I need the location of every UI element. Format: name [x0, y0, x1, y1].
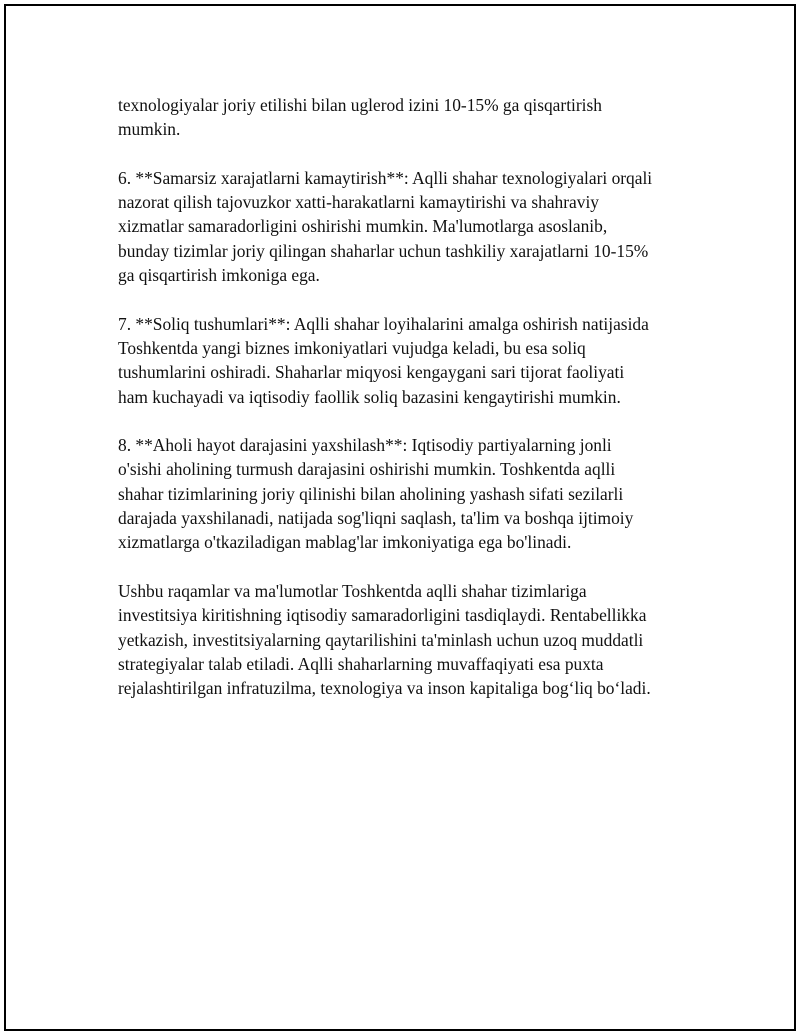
paragraph-item-6: 6. **Samarsiz xarajatlarni kamaytirish**: Aqlli shahar texnologiyalari orqali nazorat qilish tajovuzkor xatti-harakatlarni kamaytirishi va shahraviy xizmatlar samaradorligini oshirishi mumkin. Ma'lumotlarga asoslanib, bunday tizimlar joriy qilingan shaharlar uchun tashkiliy xarajatlarni 10-15% ga qisqartirish imkoniga ega.	[118, 167, 653, 286]
paragraph-continuation: texnologiyalar joriy etilishi bilan uglerod izini 10-15% ga qisqartirish mumkin.	[118, 95, 602, 140]
paragraph-item-7: 7. **Soliq tushumlari**: Aqlli shahar loyihalarini amalga oshirish natijasida Toshkentda yangi biznes imkoniyatlari vujudga keladi, bu esa soliq tushumlarini oshiradi. Shaharlar miqyosi kengaygani sari tijorat faoliyati ham kuchayadi va iqtisodiy faollik soliq bazasini kengaytirishi mumkin.	[118, 313, 649, 407]
paragraph-conclusion: Ushbu raqamlar va ma'lumotlar Toshkentda aqlli shahar tizimlariga investitsiya kiritishning iqtisodiy samaradorligini tasdiqlaydi. Rentabellikka yetkazish, investitsiyalarning qaytarilishini ta'minlash uchun uzoq muddatli strategiyalar talab etiladi. Aqlli shaharlarning muvaffaqiyati esa puxta rejalashtirilgan infratuzilma, texnologiya va inson kapitaliga bog‘liq bo‘ladi.	[118, 580, 651, 699]
document-body	[118, 93, 698, 725]
paragraph-item-8: 8. **Aholi hayot darajasini yaxshilash**: Iqtisodiy partiyalarning jonli o'sishi aholining turmush darajasini oshirishi mumkin. Toshkentda aqlli shahar tizimlarining joriy qilinishi bilan aholining yashash sifati sezilarli darajada yaxshilanadi, natijada sog'liqni saqlash, ta'lim va boshqa ijtimoiy xizmatlarga o'tkaziladigan mablag'lar imkoniyatiga ega bo'linadi.	[118, 435, 634, 553]
